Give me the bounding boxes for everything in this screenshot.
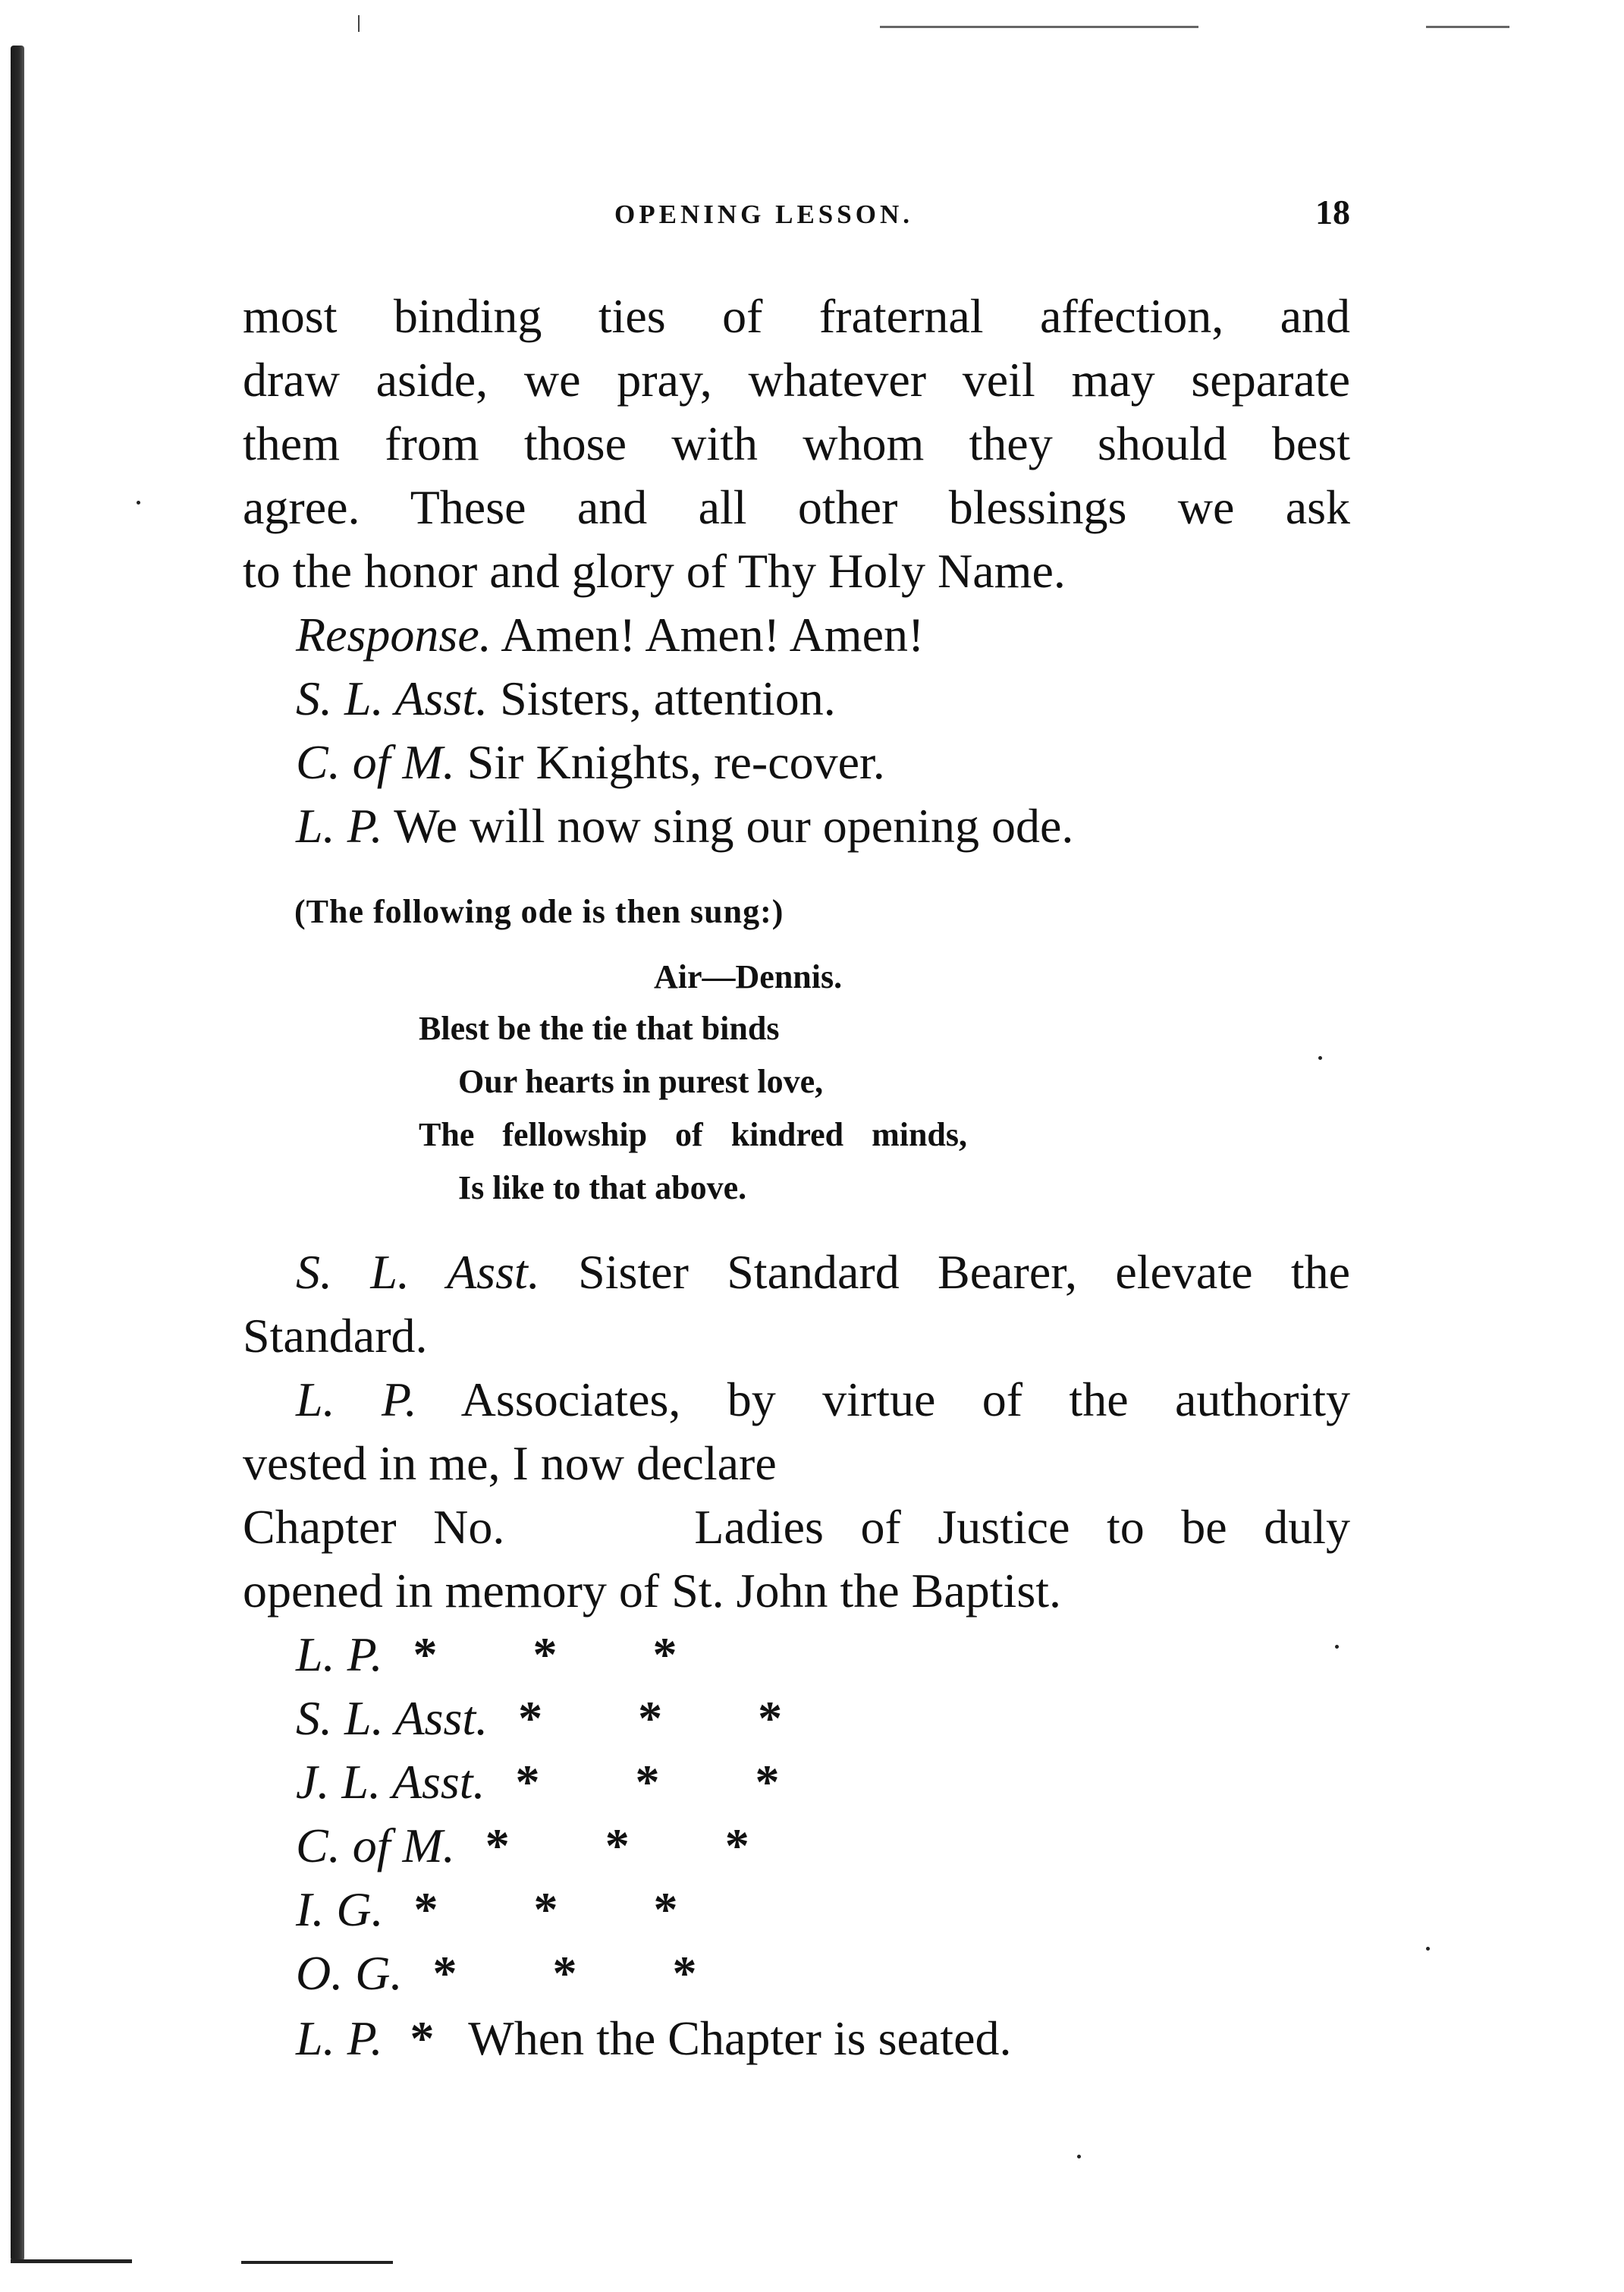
prayer-line: draw aside, we pray, whatever veil may separate xyxy=(243,353,1350,407)
asterism: * * * xyxy=(432,1946,739,2000)
dialogue-line xyxy=(296,671,836,725)
dialogue-line xyxy=(296,1372,1351,1426)
roll-line xyxy=(296,1819,791,1872)
roll-line xyxy=(296,2011,1012,2065)
dialogue-continuation: Standard. xyxy=(243,1309,428,1363)
ode-verse-line: Is like to that above. xyxy=(458,1169,747,1206)
footer-rule xyxy=(241,2261,393,2264)
dialogue-text: We will now sing our opening ode. xyxy=(394,799,1074,853)
dialogue-line xyxy=(296,735,885,789)
scan-speck xyxy=(1318,1056,1322,1060)
speaker-label: S. L. Asst. xyxy=(296,1691,488,1745)
speaker-label: L. P. xyxy=(296,1372,417,1426)
speaker-label: S. L. Asst. xyxy=(296,1245,540,1299)
asterism: * * * xyxy=(518,1691,825,1745)
asterism: * * * xyxy=(515,1755,821,1809)
stage-direction: (The following ode is then sung:) xyxy=(294,893,784,930)
dialogue-text: Amen! Amen! Amen! xyxy=(501,608,925,662)
speaker-label: C. of M. xyxy=(296,735,455,789)
running-head xyxy=(243,192,1350,237)
speaker-label: L. P. xyxy=(296,1627,383,1681)
speaker-label: C. of M. xyxy=(296,1819,455,1872)
ode-verse-line: Blest be the tie that binds xyxy=(419,1010,780,1047)
binding-foot-rule xyxy=(11,2259,132,2263)
speaker-label: L. P. xyxy=(296,799,383,853)
speaker-label: J. L. Asst. xyxy=(296,1755,485,1809)
speaker-label: I. G. xyxy=(296,1882,384,1936)
roll-line xyxy=(296,1882,720,1936)
ode-verse-line: The fellowship of kindred minds, xyxy=(419,1116,968,1153)
prayer-line: agree. These and all other blessings we ask xyxy=(243,480,1350,534)
ode-verse-line: Our hearts in purest love, xyxy=(458,1063,824,1100)
scan-mark xyxy=(358,15,360,32)
asterism: * * * xyxy=(485,1819,791,1872)
dialogue-line xyxy=(296,799,1074,853)
scan-dash xyxy=(1426,26,1509,28)
running-title: OPENING LESSON. xyxy=(614,200,913,229)
dialogue-continuation xyxy=(243,1500,1351,1554)
dialogue-text: Sisters, attention. xyxy=(500,671,836,725)
ode-air: Air—Dennis. xyxy=(654,958,843,995)
dialogue-text: Associates, by virtue of the authority xyxy=(460,1372,1351,1426)
scan-speck xyxy=(1335,1645,1339,1649)
chapter-number-label: Chapter No. xyxy=(243,1500,505,1554)
speaker-label: L. P. xyxy=(296,2011,383,2065)
roll-line xyxy=(296,1946,739,2000)
dialogue-line xyxy=(296,608,925,662)
dialogue-text: Sir Knights, re-cover. xyxy=(466,735,885,789)
scan-speck xyxy=(1077,2155,1081,2158)
dialogue-text: When the Chapter is seated. xyxy=(468,2011,1012,2065)
prayer-line: them from those with whom they should best xyxy=(243,417,1350,470)
binding-edge xyxy=(11,46,24,2261)
roll-line xyxy=(296,1627,719,1681)
chapter-title-text: Ladies of Justice to be duly xyxy=(694,1500,1351,1554)
dialogue-continuation: vested in me, I now declare xyxy=(243,1436,777,1490)
speaker-label: Response. xyxy=(296,608,492,662)
dialogue-line xyxy=(296,1245,1351,1299)
page-number: 18 xyxy=(1315,193,1350,231)
scan-speck xyxy=(137,501,140,505)
roll-line xyxy=(296,1755,821,1809)
dialogue-continuation: opened in memory of St. John the Baptist. xyxy=(243,1564,1061,1618)
dialogue-text: Sister Standard Bearer, elevate the xyxy=(578,1245,1351,1299)
roll-line xyxy=(296,1691,825,1745)
asterism: * * * xyxy=(413,1627,719,1681)
scan-dash xyxy=(880,26,1198,28)
scan-speck xyxy=(1426,1947,1430,1951)
asterism: * * * xyxy=(413,1882,720,1936)
speaker-label: O. G. xyxy=(296,1946,403,2000)
prayer-line: most binding ties of fraternal affection, and xyxy=(243,289,1350,343)
asterism: * xyxy=(410,2011,435,2065)
speaker-label: S. L. Asst. xyxy=(296,671,488,725)
prayer-line: to the honor and glory of Thy Holy Name. xyxy=(243,544,1066,598)
